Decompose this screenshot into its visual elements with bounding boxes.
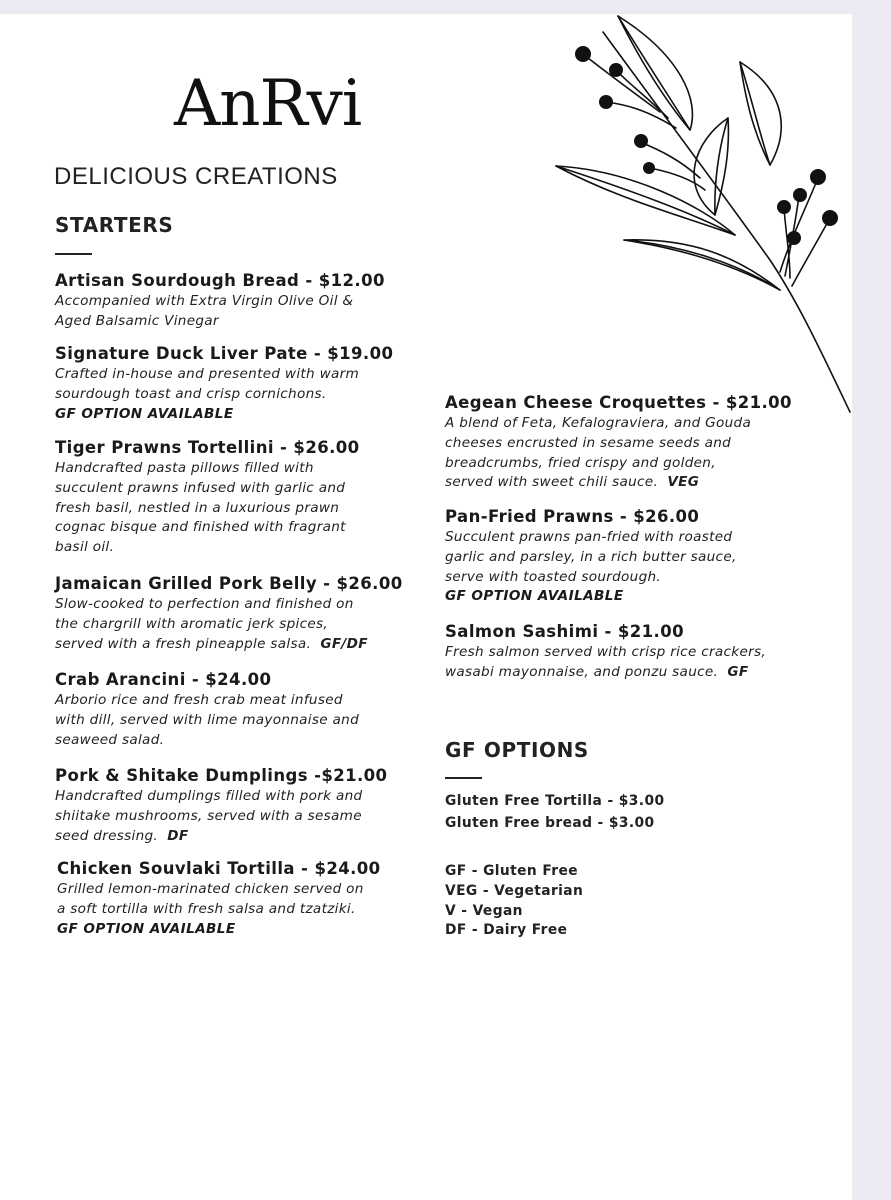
- gf-option-item: Gluten Free bread - $3.00: [445, 815, 655, 831]
- item-title: Signature Duck Liver Pate - $19.00: [55, 344, 394, 363]
- menu-item: [55, 437, 360, 558]
- menu-item: [55, 270, 385, 332]
- dietary-tag: GF/DF: [320, 635, 368, 652]
- item-description: A blend of Feta, Kefalograviera, and Gouda cheeses encrusted in sesame seeds and breadcrumbs, fried crispy and golden, served with sweet chili sauce.: [445, 415, 752, 491]
- item-title: Artisan Sourdough Bread - $12.00: [55, 271, 385, 290]
- item-title: Pork & Shitake Dumplings -$21.00: [55, 766, 388, 785]
- item-title: Pan-Fried Prawns - $26.00: [445, 507, 700, 526]
- item-description: Handcrafted pasta pillows filled with succulent prawns infused with garlic and fresh basil, nestled in a luxurious prawn cognac bisque and finished with fragrant basil oil.: [55, 460, 346, 556]
- item-title: Tiger Prawns Tortellini - $26.00: [55, 438, 360, 457]
- menu-item: [445, 621, 766, 683]
- item-title: Chicken Souvlaki Tortilla - $24.00: [57, 859, 381, 878]
- item-description: Slow-cooked to perfection and finished on the chargrill with aromatic jerk spices, served with a fresh pineapple salsa.: [55, 596, 354, 652]
- gf-option-note: GF OPTION AVAILABLE: [55, 405, 234, 422]
- item-description: Grilled lemon-marinated chicken served on a soft tortilla with fresh salsa and tzatziki.: [57, 881, 364, 917]
- menu-item: [55, 573, 403, 654]
- legend-item: V - Vegan: [445, 902, 523, 919]
- item-description-wrap: [55, 595, 403, 654]
- item-description-wrap: [55, 787, 387, 846]
- item-description: Fresh salmon served with crisp rice crackers, wasabi mayonnaise, and ponzu sauce.: [445, 644, 767, 680]
- gf-options-heading: GF OPTIONS: [445, 738, 589, 762]
- brand-logo: AnRvi: [174, 67, 362, 141]
- legend-item: DF - Dairy Free: [445, 922, 568, 939]
- item-title: Crab Arancini - $24.00: [55, 670, 272, 689]
- item-description: Handcrafted dumplings filled with pork and shiitake mushrooms, served with a sesame seed dressing.: [55, 788, 363, 844]
- item-title: Aegean Cheese Croquettes - $21.00: [445, 393, 792, 412]
- dietary-tag: VEG: [667, 474, 700, 491]
- starters-heading: STARTERS: [55, 213, 174, 237]
- right-margin: [852, 14, 891, 1200]
- gf-option-note: GF OPTION AVAILABLE: [445, 588, 624, 605]
- top-bar: [0, 0, 891, 14]
- item-description: Succulent prawns pan-fried with roasted garlic and parsley, in a rich butter sauce, serve with toasted sourdough.: [445, 529, 737, 585]
- dietary-legend: [445, 862, 583, 941]
- menu-item: [445, 392, 792, 493]
- item-description-wrap: [445, 643, 766, 683]
- starters-divider: [55, 253, 92, 255]
- dietary-tag: DF: [167, 827, 189, 844]
- item-description: Arborio rice and fresh crab meat infused with dill, served with lime mayonnaise and seaweed salad.: [55, 692, 360, 748]
- menu-item: [55, 669, 359, 750]
- legend-item: VEG - Vegetarian: [445, 882, 584, 899]
- botanical-branch-icon: [552, 14, 852, 434]
- gf-option-note: GF OPTION AVAILABLE: [57, 920, 236, 937]
- item-description: Accompanied with Extra Virgin Olive Oil & Aged Balsamic Vinegar: [55, 293, 354, 329]
- menu-item: [55, 765, 387, 846]
- tagline: DELICIOUS CREATIONS: [54, 163, 338, 190]
- menu-item: [55, 343, 393, 424]
- dietary-tag: GF: [727, 663, 749, 680]
- menu-item: [445, 506, 737, 607]
- item-description: Crafted in-house and presented with warm sourdough toast and crisp cornichons.: [55, 366, 360, 402]
- item-title: Jamaican Grilled Pork Belly - $26.00: [55, 574, 403, 593]
- legend-item: GF - Gluten Free: [445, 863, 578, 879]
- item-title: Salmon Sashimi - $21.00: [445, 622, 684, 641]
- item-description-wrap: [445, 414, 792, 493]
- gf-options-list: [445, 790, 664, 834]
- gf-option-item: Gluten Free Tortilla - $3.00: [445, 793, 665, 809]
- gf-options-divider: [445, 777, 482, 779]
- menu-item: [57, 858, 381, 939]
